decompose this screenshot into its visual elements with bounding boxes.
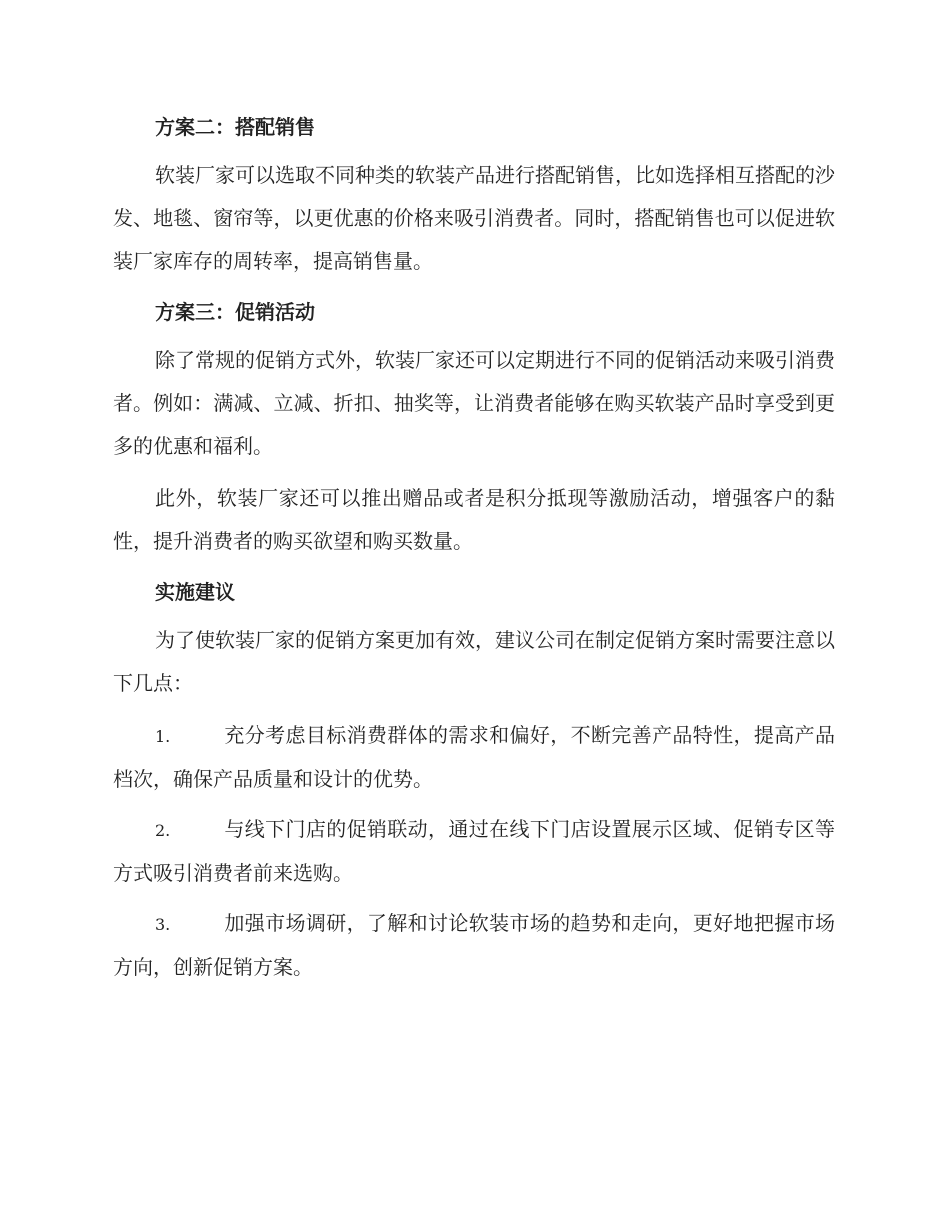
list-item	[113, 808, 835, 895]
list-item-number: 2.	[155, 821, 171, 840]
paragraph-bundle-sales: 软装厂家可以选取不同种类的软装产品进行搭配销售，比如选择相互搭配的沙发、地毯、窗帘等，以更优惠的价格来吸引消费者。同时，搭配销售也可以促进软装厂家库存的周转率，提高销售量。	[113, 163, 835, 273]
list-item	[113, 714, 835, 801]
section-heading-suggestions: 实施建议	[155, 580, 235, 604]
section-heading-bundle-sales: 方案二：搭配销售	[155, 115, 315, 139]
paragraph-suggestions-intro: 为了使软装厂家的促销方案更加有效，建议公司在制定促销方案时需要注意以下几点：	[113, 628, 835, 695]
paragraph-promotions-2: 此外，软装厂家还可以推出赠品或者是积分抵现等激励活动，增强客户的黏性，提升消费者的购买欲望和购买数量。	[113, 486, 835, 553]
list-item-text: 充分考虑目标消费群体的需求和偏好，不断完善产品特性，提高产品档次，确保产品质量和设计的优势。	[113, 723, 835, 791]
section-heading-promotions: 方案三：促销活动	[155, 300, 315, 324]
list-item-text: 与线下门店的促销联动，通过在线下门店设置展示区域、促销专区等方式吸引消费者前来选购。	[113, 817, 835, 885]
list-item	[113, 902, 835, 989]
list-item-number: 1.	[155, 727, 171, 746]
paragraph-promotions-1: 除了常规的促销方式外，软装厂家还可以定期进行不同的促销活动来吸引消费者。例如：满减、立减、折扣、抽奖等，让消费者能够在购买软装产品时享受到更多的优惠和福利。	[113, 348, 835, 458]
list-item-number: 3.	[155, 915, 171, 934]
list-item-text: 加强市场调研，了解和讨论软装市场的趋势和走向，更好地把握市场方向，创新促销方案。	[113, 911, 835, 979]
document-body	[113, 107, 835, 996]
